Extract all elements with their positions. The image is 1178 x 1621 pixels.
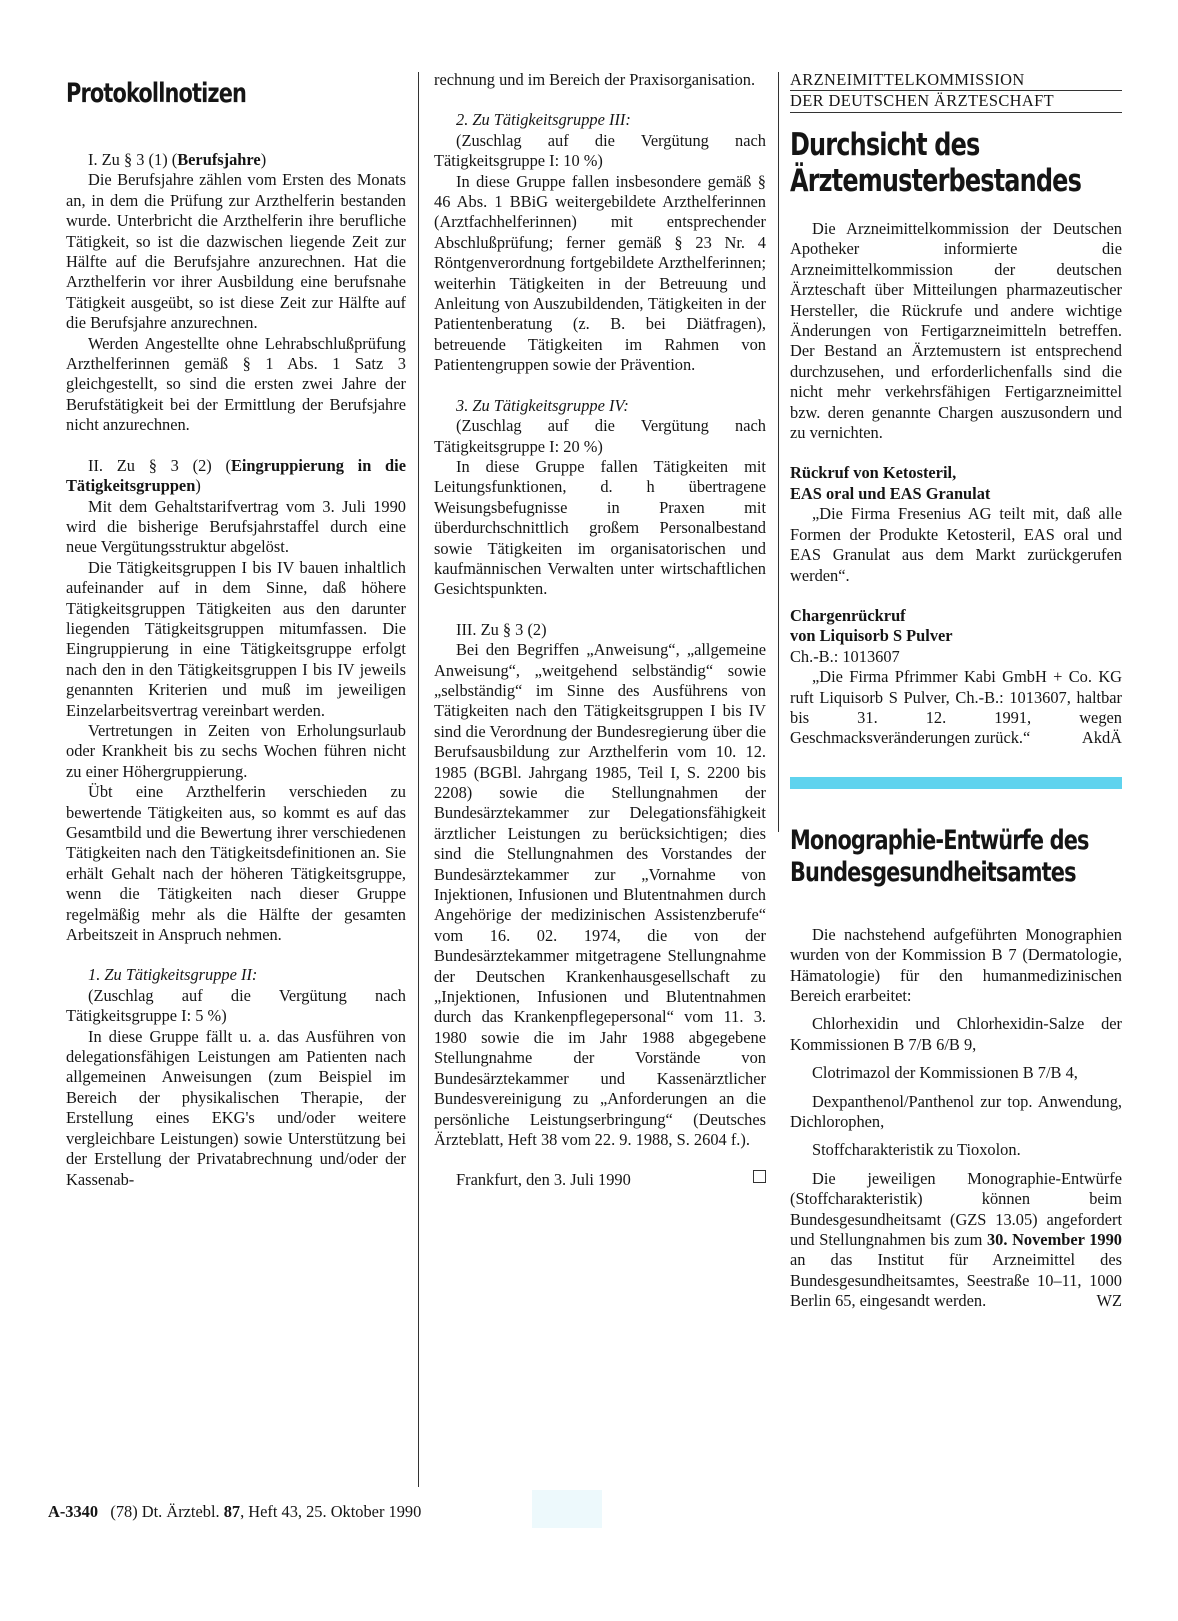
paragraph: In diese Gruppe fällt u. a. das Ausführen von delegationsfähigen Leistungen am Patienten nach allgemeinen Anweisungen (zum Beispiel im Bereich der physikalischen Therapie, der Erstellung eines EKG's und/oder weitere vergleichbare Leistungen) sowie Unterstützung bei der Erstellung der Privatabrechnung und/oder der Kassenab- <box>66 1026 406 1189</box>
kicker-line-2: DER DEUTSCHEN ÄRZTESCHAFT <box>790 91 1055 110</box>
notice-1-title: Rückruf von Ketosteril, EAS oral und EAS Granulat <box>790 463 991 503</box>
heading-monographie: Monographie-Entwürfe des Bundesgesundheitsamtes <box>790 824 1089 888</box>
kicker-line-1: ARZNEIMITTELKOMMISSION <box>790 70 1122 91</box>
paragraph: Vertretungen in Zeiten von Erholungsurlaub oder Krankheit bis zu sechs Wochen führen nicht zu einer Höhergruppierung. <box>66 720 406 781</box>
section-2-title: II. Zu § 3 (2) (Eingruppierung in die Tätigkeitsgruppen) <box>66 455 407 496</box>
list-item: Stoffcharakteristik zu Tioxolon. <box>812 1140 1021 1160</box>
column-continued <box>434 70 766 1191</box>
column-rule-right <box>778 72 779 832</box>
paragraph: Bei den Begriffen „Anweisung“, „allgemeine Anweisung“, „weitgehend selbständig“ sowie „selbständig“ im Sinne des Ausführens von Tätigkeiten nach den Tätigkeitsgruppen I bis IV sind die Verordnung der Bundesregierung über die Berufsausbildung zur Arzthelferin vom 10. 12. 1985 (BGBl. Jahrgang 1985, Teil I, S. 2200 bis 2208) sowie die Stellungnahmen der Bundesärztekammer zur Delegationsfähigkeit ärztlicher Leistungen zu berücksichtigen; dies sind die Stellungnahmen des Vorstandes der Bundesärztekammer zur „Vornahme von Injektionen, Infusionen und Blutentnahmen durch Angehörige der medizinischen Assistenzberufe“ vom 16. 02. 1974, die von der Bundesärztekammer mitgetragene Stellungnahme der Deutschen Krankenhausgesellschaft zu „Injektionen, Infusionen und Blutentnahmen durch das Krankenpflegepersonal“ vom 11. 3. 1980 sowie die im Jahr 1988 abgegebene Stellungnahme der Vorstände von Bundesärztekammer und Kassenärztlicher Bundesvereinigung zu „Anforderungen an die persönliche Leistungserbringung“ (Deutsches Ärzteblatt, Heft 38 vom 22. 9. 1988, S. 2604 f.). <box>434 640 766 1149</box>
notice-2-text: „Die Firma Pfrimmer Kabi GmbH + Co. KG ruft Liquisorb S Pulver, Ch.-B.: 1013607, haltbar bis 31. 12. 1991, wegen Geschmacksveränderungen zurück.“ AkdÄ <box>790 667 1122 748</box>
subsection-1-title: 1. Zu Tätigkeitsgruppe II: <box>88 965 258 985</box>
paragraph: In diese Gruppe fallen insbesondere gemäß § 46 Abs. 1 BBiG weitergebildete Arzthelferinnen (Arztfachhelferinnen) mit entsprechender Abschlußprüfung; ferner gemäß § 23 Nr. 4 Röntgenverordnung fortgebildete Arzthelferinnen; weiterhin Tätigkeiten in der Betreuung und Anleitung von Auszubildenden, Tätigkeiten in der Patientenberatung (z. B. bei Diätfragen), betreuende Tätigkeiten im Rahmen von Patientengruppen sowie der Prävention. <box>434 171 766 375</box>
paragraph: (Zuschlag auf die Vergütung nach Tätigkeitsgruppe I: 10 %) <box>434 130 766 171</box>
signature-line <box>434 1170 766 1190</box>
closing-signature: WZ <box>1096 1291 1122 1311</box>
column-arzneimittelkommission <box>790 70 1122 1312</box>
kicker <box>790 70 1122 113</box>
library-stamp <box>532 1490 602 1528</box>
volume-number: 87 <box>223 1502 241 1521</box>
end-mark-box-icon <box>753 1170 766 1183</box>
paragraph-mono-intro: Die nachstehend aufgeführten Monographien wurden von der Kommission B 7 (Dermatologie, Hämatologie) für den humanmedizinischen Bereich erarbeitet: <box>790 924 1122 1005</box>
notice-2-signature: AkdÄ <box>1081 728 1122 748</box>
paragraph: Die Tätigkeitsgruppen I bis IV bauen inhaltlich aufeinander auf in dem Sinne, daß höhere Tätigkeitsgruppen Tätigkeiten aus den darunter liegenden Tätigkeitsgruppen mitumfassen. Die Eingruppierung in eine Tätigkeitsgruppe erfolgt nach den in den Tätigkeitsgruppen I bis IV jeweils genannten Kriterien und muß im jeweiligen Einzelarbeitsvertrag vereinbart werden. <box>66 557 406 720</box>
paragraph: Werden Angestellte ohne Lehrabschlußprüfung Arzthelferinnen gemäß § 1 Abs. 1 Satz 3 gleichgestellt, so sind die ersten zwei Jahre der Berufstätigkeit bei der Ermittlung der Berufsjahre nicht anzurechnen. <box>66 333 406 435</box>
paragraph: (Zuschlag auf die Vergütung nach Tätigkeitsgruppe I: 20 %) <box>434 416 766 456</box>
paragraph-intro: Die Arzneimittelkommission der Deutschen Apotheker informierte die Arzneimittelkommission der deutschen Ärzteschaft über Mitteilungen pharmazeutischer Hersteller, die Rückrufe und andere wichtige Änderungen von Fertigarzneimitteln betreffen. Der Bestand an Ärztemustern ist entsprechend durchzusehen, und erforderlichenfalls sind die nicht mehr verkehrsfähigen Fertigarzneimittel bzw. deren genannte Chargen auszusondern und zu vernichten. <box>790 219 1122 443</box>
paragraph: (Zuschlag auf die Vergütung nach Tätigkeitsgruppe I: 5 %) <box>66 985 406 1026</box>
notice-2-charge: Ch.-B.: 1013607 <box>790 646 900 666</box>
column-rule-left <box>418 72 419 1487</box>
list-item: Dexpanthenol/Panthenol zur top. Anwendung, Dichlorophen, <box>790 1091 1122 1131</box>
notice-2-title: Chargenrückruf von Liquisorb S Pulver <box>790 605 953 646</box>
paragraph-continued: rechnung und im Bereich der Praxisorganisation. <box>434 70 756 89</box>
notice-1-text: „Die Firma Fresenius AG teilt mit, daß alle Formen der Produkte Ketosteril, EAS oral und EAS Granulat aus dem Markt zurückgerufen werden“. <box>790 504 1122 585</box>
paragraph: Mit dem Gehaltstarifvertrag vom 3. Juli 1990 wird die bisherige Berufsjahrstaffel durch eine neue Vergütungsstruktur abgelöst. <box>66 496 406 557</box>
section-3-title: III. Zu § 3 (2) <box>456 619 547 639</box>
subsection-3-title: 3. Zu Tätigkeitsgruppe IV: <box>456 395 629 415</box>
page-code: A-3340 <box>48 1502 99 1521</box>
signature-place-date: Frankfurt, den 3. Juli 1990 <box>456 1170 631 1190</box>
heading-durchsicht: Durchsicht des Ärztemusterbestandes <box>790 127 1082 199</box>
column-protokollnotizen <box>66 70 406 1190</box>
paragraph: Die Berufsjahre zählen vom Ersten des Monats an, in dem die Prüfung zur Arzthelferin bestanden wurde. Unterbricht die Arzthelferin ihre berufliche Tätigkeit, so ist die dazwischen liegende Zeit zur Hälfte auf die Berufsjahre anzurechnen. Hat die Arzthelferin vor ihrer Ausbildung eine berufsnahe Tätigkeit ausgeübt, so ist diese Zeit zur Hälfte auf die Berufsjahre anzurechnen. <box>66 170 406 333</box>
paragraph: Übt eine Arzthelferin verschieden zu bewertende Tätigkeiten aus, so kommt es auf das Gesamtbild und die Bewertung ihrer verschiedenen Tätigkeiten nach den Tätigkeitsdefinitionen an. Sie erhält Gehalt nach der höheren Tätigkeitsgruppe, wenn die Tätigkeiten nach dieser Gruppe regelmäßig mehr als die Hälfte der gesamten Arbeitszeit in Anspruch nehmen. <box>66 782 406 945</box>
paragraph-closing: Die jeweiligen Monographie-Entwürfe (Stoffcharakteristik) können beim Bundesgesundheitsamt (GZS 13.05) angefordert und Stellungnahmen bis zum 30. November 1990 an das Institut für Arzneimittel des Bundesgesundheitsamtes, Seestraße 10–11, 1000 Berlin 65, eingesandt werden. WZ <box>790 1168 1122 1311</box>
list-item: Clotrimazol der Kommissionen B 7/B 4, <box>812 1063 1078 1083</box>
list-item: Chlorhexidin und Chlorhexidin-Salze der Kommissionen B 7/B 6/B 9, <box>790 1014 1122 1054</box>
section-divider-bar <box>790 777 1122 789</box>
paragraph: In diese Gruppe fallen Tätigkeiten mit Leitungsfunktionen, d. h übertragene Weisungsbefugnisse in Praxen mit überdurchschnittlich großem Personalbestand sowie Tätigkeiten im organisatorischen und kaufmännischen Verwalten unter wirtschaftlichen Gesichtspunkten. <box>434 456 766 599</box>
subsection-2-title: 2. Zu Tätigkeitsgruppe III: <box>456 110 631 130</box>
heading-protokollnotizen: Protokollnotizen <box>66 78 247 109</box>
section-1-title: I. Zu § 3 (1) (Berufsjahre) <box>88 150 267 169</box>
page-footer: A-3340 (78) Dt. Ärztebl. 87, Heft 43, 25. Oktober 1990 <box>48 1502 422 1521</box>
